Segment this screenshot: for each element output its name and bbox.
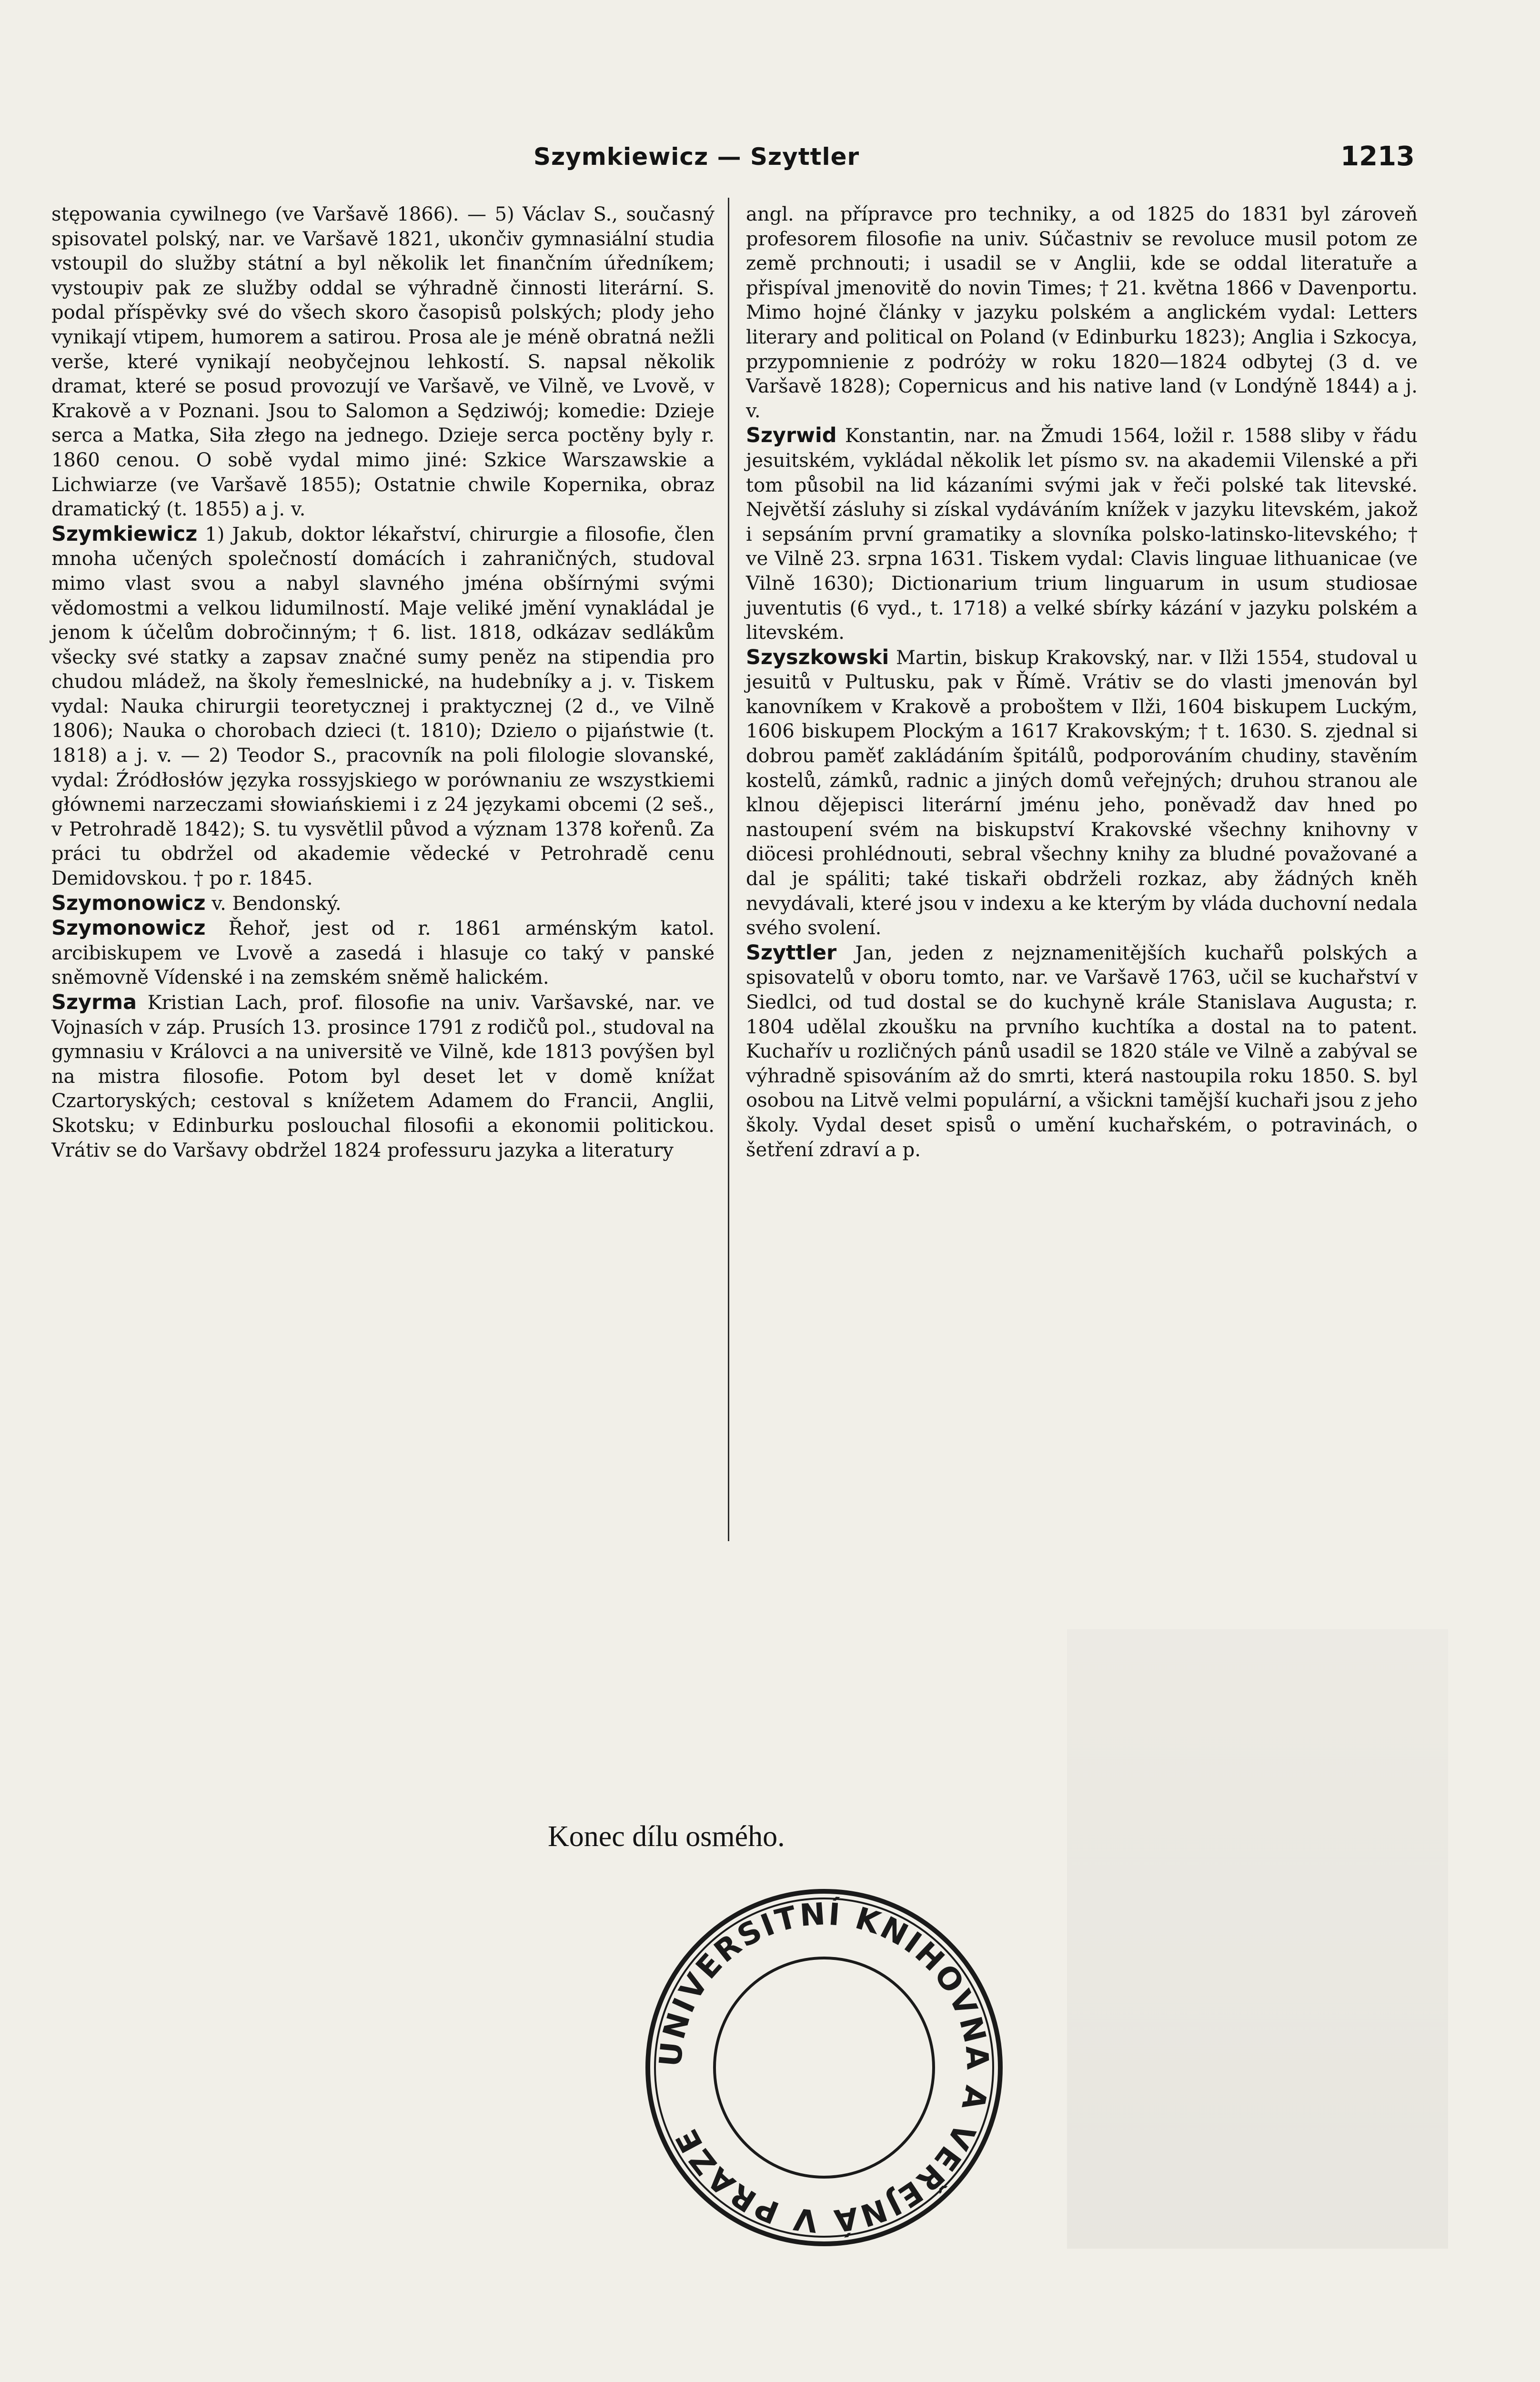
- entry-text: Kristian Lach, prof. filosofie na univ. Varšavské, nar. ve Vojnasích v záp. Prusích 13. prosince 1791 z rodičů pol., studoval na gymnasiu v Královci a na universitě ve Vilně, kde 1813 povýšen byl na mistra filosofie. Potom byl deset let v domě knížat Czartoryských; cestoval s knížetem Adamem do Francii, Anglii, Skotsku; v Edinburku poslouchal filosofii a ekonomii politickou. Vrátiv se do Varšavy obdržel 1824 professuru jazyka a literatury: [51, 992, 715, 1161]
- entry-continuation: [51, 202, 715, 522]
- entry-headword: Szyttler: [746, 940, 837, 965]
- entry-szymonowicz: [51, 916, 715, 990]
- entry-headword: Szyrma: [51, 990, 137, 1014]
- volume-conclusion: Konec dílu osmého.: [548, 1820, 785, 1853]
- entry-szyrwid: [746, 424, 1418, 645]
- entry-szymonowicz-ref: [51, 891, 715, 917]
- page-number: 1213: [1340, 141, 1415, 172]
- entry-headword: Szymkiewicz: [51, 522, 198, 546]
- right-column: [746, 202, 1418, 1162]
- entry-szyrma: [51, 990, 715, 1163]
- entry-headword: Szyszkowski: [746, 645, 889, 669]
- entry-headword: Szymonowicz: [51, 916, 206, 940]
- entry-szyttler: [746, 941, 1418, 1162]
- entry-text: 1) Jakub, doktor lékařství, chirurgie a filosofie, člen mnoha učených společností domácích i zahraničných, studoval mimo vlast svou a nabyl slavného jména obšírnými svými vědomostmi a velkou lidumilností. Maje veliké jmění vynakládal je jenom k účelům dobročinným; † 6. list. 1818, odkázav sedlákům všecky své statky a zapsav značné sumy peněz na stipendia pro chudou mládež, na školy řemeslnické, na hudebníky a j. v. Tiskem vydal: Nauka chirurgii teoretycznej i praktycznej (2 d., ve Vilně 1806); Nauka o chorobach dzieci (t. 1810); Dziело o pijaństwie (t. 1818) a j. v. — 2) Teodor S., pracovník na poli filologie slovanské, vydal: Źródłosłów języka rossyjskiego w porównaniu ze wszystkiemi głównemi narzeczami słowiańskiemi i z 24 językami obcemi (2 seš., v Petrohradě 1842); S. tu vysvětlil původ a význam 1378 kořenů. Za práci tu obdržel od akademie vědecké v Petrohradě cenu Demidovskou. † po r. 1845.: [51, 523, 715, 890]
- entry-headword: Szyrwid: [746, 424, 837, 448]
- stamp-text: UNIVERSITNÍ KNIHOVNA A VEŘEJNÁ V PRAZE: [653, 1896, 995, 2239]
- entry-text: v. Bendonský.: [211, 892, 342, 915]
- left-column: [51, 202, 715, 1163]
- entry-text: Jan, jeden z nejznamenitějších kuchařů polských a spisovatelů v oboru tomto, nar. ve Varšavě 1763, učil se kuchařství v Siedlci, od tud dostal se do kuchyně krále Stanislava Augusta; r. 1804 udělal zkoušku na prvního kuchtíka a dostal na to patent. Kuchařív u rozličných pánů usadil se 1820 stále ve Vilně a zabýval se výhradně spisováním až do smrti, která nastoupila roku 1850. S. byl osobou na Litvě velmi populární, a všickni tamější kuchaři jsou z jeho školy. Vydal deset spisů o umění kuchařském, o potravinách, o šetření zdraví a p.: [746, 942, 1418, 1161]
- stamp-inner-ring: [715, 1958, 934, 2177]
- entry-text: stępowania cywilnego (ve Varšavě 1866). — 5) Václav S., současný spisovatel polský, nar. ve Varšavě 1821, ukončiv gymnasiální studia vstoupil do služby státní a byl několik let finančním úředníkem; vystoupiv pak ze služby oddal se výhradně činnosti literární. S. podal příspěvky své do všech skoro časopisů polských; plody jeho vynikají vtipem, humorem a satirou. Prosa ale je méně obratná nežli verše, které vynikají neobyčejnou lehkostí. S. napsal několik dramat, které se posud provozují ve Varšavě, ve Vilně, ve Lvově, v Krakově a v Poznani. Jsou to Salomon a Sędziwój; komedie: Dzieje serca a Matka, Siła złego na jednego. Dzieje serca poctěny byly r. 1860 cenou. O sobě vydal mimo jiné: Szkice Warszawskie a Lichwiarze (ve Varšavě 1855); Ostatnie chwile Kopernika, obraz dramatický (t. 1855) a j. v.: [51, 203, 715, 521]
- library-stamp: [638, 1882, 1010, 2253]
- entry-text: Řehoř, jest od r. 1861 arménským katol. arcibiskupem ve Lvově a zasedá i hlasuje co taký v panské sněmovně Vídenské i na zemském sněmě halickém.: [51, 918, 715, 989]
- bleed-through-shading: [1067, 1629, 1448, 2249]
- running-header: [52, 138, 1415, 191]
- entry-szyszkowski: [746, 646, 1418, 941]
- entry-headword: Szymonowicz: [51, 891, 206, 915]
- entry-continuation: [746, 202, 1418, 424]
- entry-text: Konstantin, nar. na Žmudi 1564, ložil r. 1588 sliby v řádu jesuitském, vykládal několik let písmo sv. na akademii Vilenské a při tom působil na lid kázaními svými jak v řeči polské tak litevské. Největší zásluhy si získal vydáváním knížek v jazyku litevském, jakož i sepsáním první gramatiky a slovníka polsko-latinsko-litevského; † ve Vilně 23. srpna 1631. Tiskem vydal: Clavis linguae lithuanicae (ve Vilně 1630); Dictionarium trium linguarum in usum studiosae juventutis (6 vyd., t. 1718) a velké sbírky kázání v jazyku polském a litevském.: [746, 425, 1418, 644]
- stamp-outer-ring: [648, 1891, 1000, 2244]
- entry-text: Martin, biskup Krakovský, nar. v Ilži 1554, studoval u jesuitů v Pultusku, pak v Římě. Vrátiv se do vlasti jmenován byl kanovníkem v Krakově a proboštem v Ilži, 1604 biskupem Luckým, 1606 biskupem Plockým a 1617 Krakovským; † t. 1630. S. zjednal si dobrou paměť zakládáním špitálů, podporováním chudiny, stavěním kostelů, zámků, radnic a jiných domů veřejných; druhou stranou ale klnou dějepisci literární jménu jeho, poněvadž dav hned po nastoupení svém na biskupství Krakovské všechny knihovny v diöcesi prohlédnouti, sebral všechny knihy za bludné považované a dal je spáliti; také tiskaři obdrželi rozkaz, aby žádných kněh nevydávali, které jsou v indexu a ke kterým by vláda duchovní nedala svého svolení.: [746, 646, 1418, 939]
- entry-szymkiewicz: [51, 522, 715, 891]
- column-divider: [728, 198, 729, 1541]
- header-title: Szymkiewicz — Szyttler: [533, 143, 860, 171]
- entry-text: angl. na přípravce pro technikу, a od 1825 do 1831 byl zároveň profesorem filosofie na univ. Súčastniv se revoluce musil potom ze země prchnouti; i usadil se v Anglii, kde se oddal literatuře a přispíval jmenovitě do novin Times; † 21. května 1866 v Davenportu. Mimo hojné články v jazyku polském a anglickém vydal: Letters literary and political on Poland (v Edinburku 1823); Anglia i Szkocya, przypomnienie z podróży w roku 1820—1824 odbytej (3 d. ve Varšavě 1828); Copernicus and his native land (v Londýně 1844) a j. v.: [746, 203, 1418, 422]
